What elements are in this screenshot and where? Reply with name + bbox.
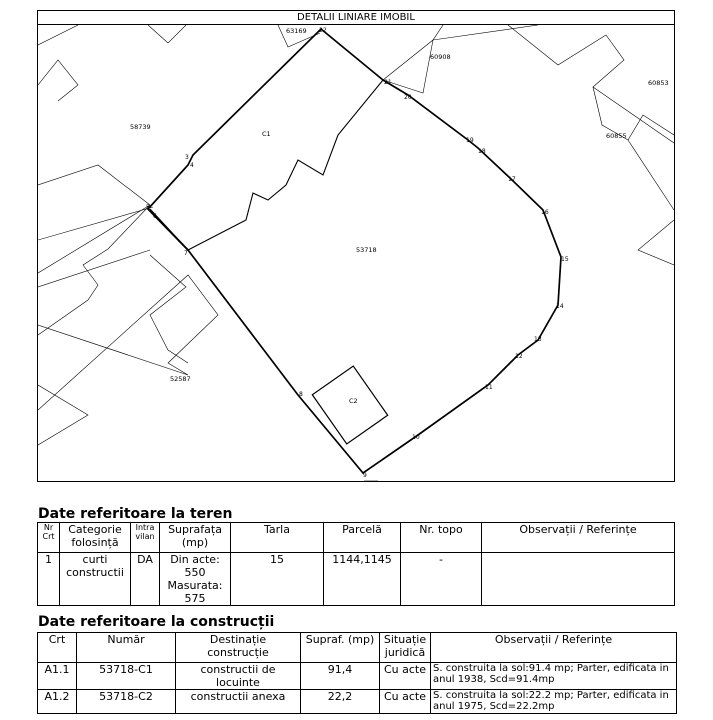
point-10: 10 (412, 434, 420, 441)
cell-nrtopo: - (401, 553, 482, 606)
col-situatie: Situație juridică (380, 633, 431, 663)
cell-masurata: Masurata: 575 (167, 579, 223, 605)
col-nrtopo: Nr. topo (401, 523, 482, 553)
label-60908: 60908 (430, 53, 451, 61)
teren-table (37, 522, 675, 606)
point-13: 13 (534, 336, 542, 343)
cell-din-acte: Din acte: 550 (170, 553, 220, 579)
col-nr: Nr Crt (38, 523, 60, 553)
building-c2 (312, 366, 387, 444)
col-categorie: Categorie folosință (60, 523, 131, 553)
parcel-boundary (148, 29, 561, 473)
map-frame (37, 10, 675, 482)
constructii-section-title: Date referitoare la construcții (38, 614, 275, 630)
point-6: 6 (153, 213, 157, 220)
point-12: 12 (515, 353, 523, 360)
col-intravilan: Intra vilan (131, 523, 160, 553)
cell-suprafata (160, 553, 231, 606)
label-53718: 53718 (356, 246, 377, 254)
col-supraf: Supraf. (mp) (301, 633, 380, 663)
teren-header-row (38, 523, 675, 553)
point-4: 4 (190, 162, 194, 169)
cell-situatie: Cu acte (380, 690, 431, 714)
label-63169: 63169 (286, 27, 307, 35)
cell-parcela: 1144,1145 (324, 553, 401, 606)
cell-supraf: 91,4 (301, 663, 380, 690)
cell-numar: 53718-C1 (77, 663, 176, 690)
map-title: DETALII LINIARE IMOBIL (38, 11, 674, 25)
point-16: 16 (541, 209, 549, 216)
col-suprafata: Suprafața (mp) (160, 523, 231, 553)
cell-categorie: curti constructii (60, 553, 131, 606)
point-9: 9 (363, 472, 367, 479)
cell-observatii-c: S. construita la sol:91.4 mp; Parter, edificata in anul 1938, Scd=91.4mp (431, 663, 677, 690)
parcel-map (38, 25, 674, 481)
label-60853: 60853 (648, 79, 669, 87)
col-numar: Număr (77, 633, 176, 663)
building-c1-outline (150, 29, 383, 250)
point-20: 20 (404, 94, 412, 101)
point-3: 3 (185, 154, 189, 161)
parcel-labels (130, 27, 669, 405)
col-observatii-c: Observații / Referințe (431, 633, 677, 663)
label-60855: 60855 (606, 132, 627, 140)
label-c1: C1 (262, 130, 271, 138)
teren-section-title: Date referitoare la teren (38, 506, 233, 522)
point-22: 22 (319, 27, 327, 34)
point-5: 5 (146, 204, 150, 211)
cell-tarla: 15 (231, 553, 324, 606)
constructie-row (38, 690, 677, 714)
col-crt: Crt (38, 633, 77, 663)
point-7: 7 (184, 250, 188, 257)
col-tarla: Tarla (231, 523, 324, 553)
cell-intravilan: DA (131, 553, 160, 606)
cell-situatie: Cu acte (380, 663, 431, 690)
point-17: 17 (508, 176, 516, 183)
cell-crt: A1.2 (38, 690, 77, 714)
col-destinatie: Destinație construcție (176, 633, 301, 663)
cell-supraf: 22,2 (301, 690, 380, 714)
constructie-row (38, 663, 677, 690)
point-15: 15 (561, 256, 569, 263)
teren-data-row (38, 553, 675, 606)
col-parcela: Parcelă (324, 523, 401, 553)
constructii-table (37, 632, 677, 714)
point-19: 19 (466, 137, 474, 144)
point-18: 18 (478, 148, 486, 155)
point-21: 21 (384, 79, 392, 86)
label-c2: C2 (349, 397, 358, 405)
cell-crt: A1.1 (38, 663, 77, 690)
label-52587: 52587 (170, 375, 191, 383)
cell-numar: 53718-C2 (77, 690, 176, 714)
cell-destinatie: constructii anexa (176, 690, 301, 714)
cell-nr: 1 (38, 553, 60, 606)
constructii-header-row (38, 633, 677, 663)
cell-observatii-c: S. construita la sol:22.2 mp; Parter, edificata in anul 1975, Scd=22.2mp (431, 690, 677, 714)
label-58739: 58739 (130, 123, 151, 131)
cell-observatii (482, 553, 675, 606)
col-observatii: Observații / Referințe (482, 523, 675, 553)
point-11: 11 (485, 384, 493, 391)
point-8: 8 (299, 391, 303, 398)
cell-destinatie: constructii de locuinte (176, 663, 301, 690)
point-14: 14 (556, 303, 564, 310)
